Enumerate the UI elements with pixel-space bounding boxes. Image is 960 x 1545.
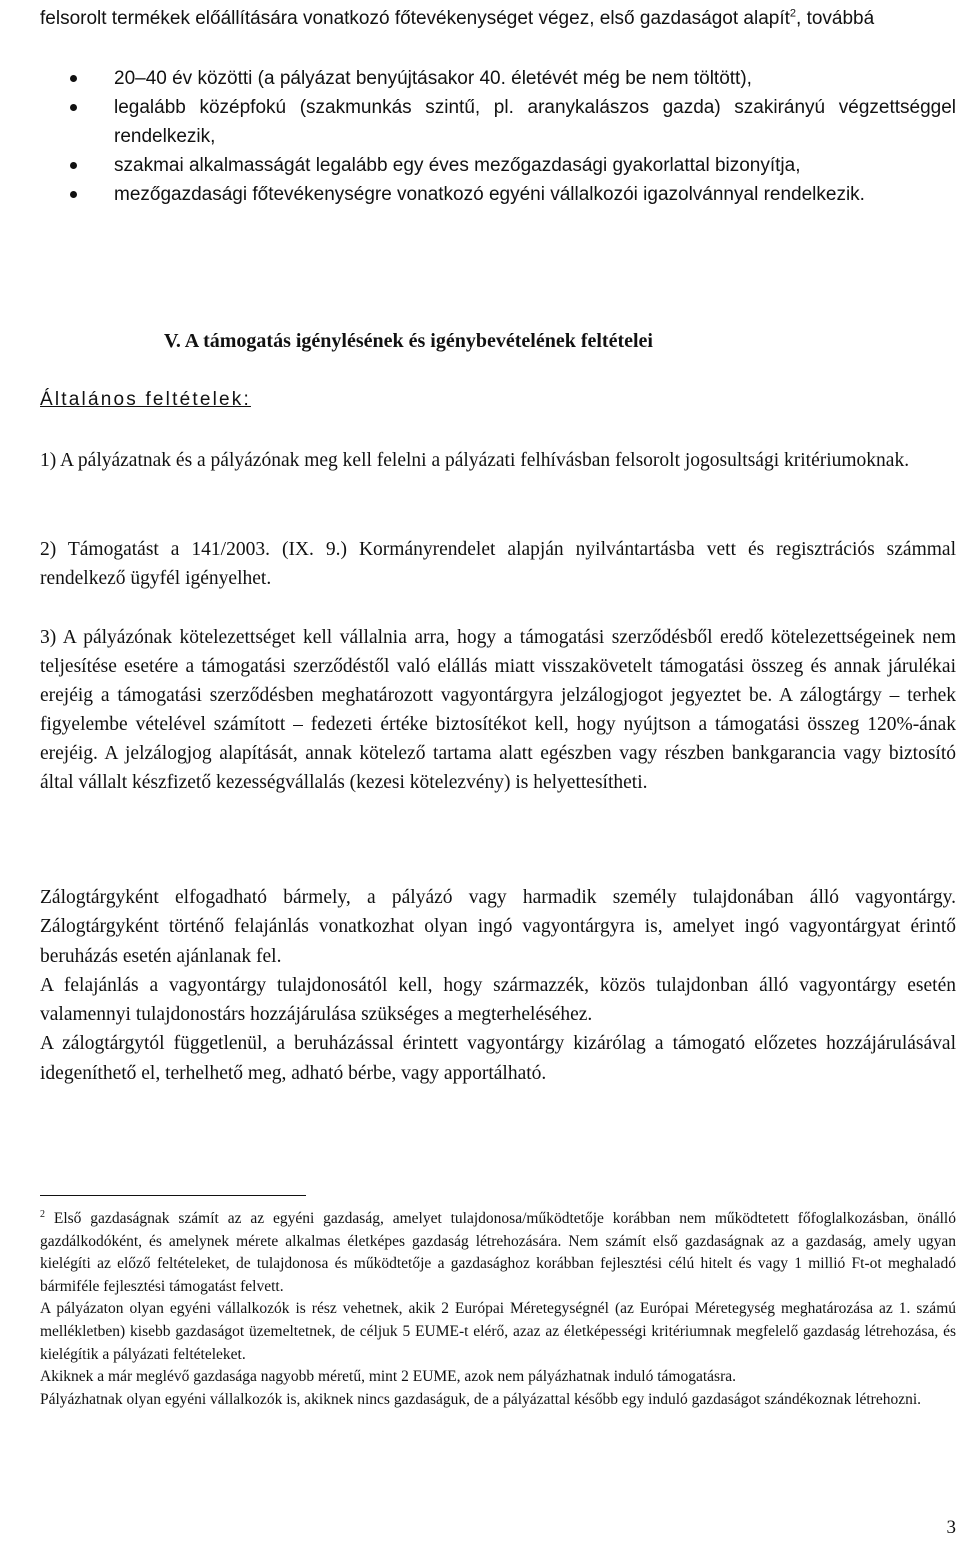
bullet-dot-icon (70, 151, 77, 169)
bullet-dot-icon (70, 93, 77, 111)
collateral-paragraph: A felajánlás a vagyontárgy tulajdonosától kell, hogy származzék, közös tulajdonban álló vagyontárgy esetén valamennyi tulajdonostárs hozzájárulása szükséges a megterheléséhez. (40, 974, 956, 1026)
bullet-item (114, 151, 956, 180)
footnote-paragraph: Pályázhatnak olyan egyéni vállalkozók is, akiknek nincs gazdaságuk, de a pályázattal később egy induló gazdaságot szándékoznak létrehozni. (40, 1390, 922, 1408)
footnote-paragraph: Akiknek a már meglévő gazdasága nagyobb méretű, mint 2 EUME, azok nem pályázhatnak induló támogatásra. (40, 1368, 736, 1386)
bullet-item (114, 64, 956, 93)
bullet-item (114, 180, 956, 209)
page-number: 3 (946, 1517, 956, 1538)
footnote-paragraph: A pályázaton olyan egyéni vállalkozók is rész vehetnek, akik 2 Európai Méretegységnél (az Európai Méretegység meghatározása az 1. számú mellékletben) kisebb gazdaságot üzemeltetnek, de céljuk 5 EUME-t elérő, azaz az életképességi kritériumnak megfelelő gazdaság létrehozása, és kielégítik a pályázati feltételeket. (40, 1300, 956, 1363)
footnote (40, 1208, 956, 1411)
bullet-item (114, 93, 956, 151)
bullet-text: 20–40 év közötti (a pályázat benyújtásakor 40. életévét még be nem töltött), (114, 68, 752, 89)
intro-tail: , továbbá (796, 8, 875, 29)
collateral-paragraph: A zálogtárgytól függetlenül, a beruházással érintett vagyontárgy kizárólag a támogató előzetes hozzájárulásával idegeníthető el, terhelhető meg, adható bérbe, vagy apportálható. (40, 1033, 956, 1084)
footnote-text: Első gazdaságnak számít az az egyéni gazdaság, amelyet tulajdonosa/működtetője korábban nem működtetett főfoglalkozásban, önálló gazdálkodóként, és amelynek mérete alkalmas életképes gazdaság létrehozására. Nem számít első gazdaságnak az a gazdaság, amely ugyan kielégíti az előző feltételeket, de tulajdonosa és működtetője a gazdasághoz korábban fejlesztési célú hitelt és vagy 1 millió Ft-ot meghaladó bármiféle fejlesztési támogatást felvett. (40, 1210, 956, 1295)
footnote-marker: 2 (40, 1208, 45, 1220)
bullet-dot-icon (70, 180, 77, 198)
collateral-paragraph: Zálogtárgyként elfogadható bármely, a pályázó vagy harmadik személy tulajdonában álló vagyontárgy. Zálogtárgyként történő felajánlás vonatkozhat olyan ingó vagyontárgyra is, amelyet ingó vagyontárgyat érintő beruházás esetén ajánlanak fel. (40, 887, 956, 967)
footnote-divider (40, 1195, 306, 1196)
condition-item-1: 1) A pályázatnak és a pályázónak meg kell felelni a pályázati felhívásban felsorolt jogosultsági kritériumoknak. (40, 450, 910, 471)
collateral-section (40, 883, 956, 1088)
bullet-list (114, 64, 956, 209)
bullet-text: szakmai alkalmasságát legalább egy éves mezőgazdasági gyakorlattal bizonyítja, (114, 155, 801, 176)
bullet-text: mezőgazdasági főtevékenységre vonatkozó egyéni vállalkozói igazolvánnyal rendelkezik. (114, 184, 865, 205)
section-heading: V. A támogatás igénylésének és igénybevételének feltételei (164, 330, 653, 352)
general-conditions-label: Általános feltételek: (40, 389, 251, 410)
footnote-paragraph (40, 1208, 956, 1298)
intro-paragraph (40, 4, 956, 34)
bullet-text: legalább középfokú (szakmunkás szintű, pl. aranykalászos gazda) szakirányú végzettséggel rendelkezik, (114, 97, 956, 147)
footnote-reference: 2 (789, 7, 797, 20)
bullet-dot-icon (70, 64, 77, 82)
condition-item-3: 3) A pályázónak kötelezettséget kell vállalnia arra, hogy a támogatási szerződésből eredő kötelezettségeinek nem teljesítése esetére a támogatási szerződéstől való elállás miatt visszakövetelt támogatási összeg és annak járulékai erejéig a támogatási szerződésben meghatározott vagyontárgyra jelzálogjogot jegyeztet be. A zálogtárgy – terhek figyelembe vételével számított – fedezeti értéke biztosítékot kell, hogy nyújtson a támogatási összeg 120%-ának erejéig. A jelzálogjog alapítását, annak kötelező tartama alatt egészben vagy részben bankgarancia vagy biztosító által vállalt készfizető kezességvállalás (kezesi kötelezvény) is helyettesítheti. (40, 627, 956, 793)
condition-item-2: 2) Támogatást a 141/2003. (IX. 9.) Kormányrendelet alapján nyilvántartásba vett és regisztrációs számmal rendelkező ügyfél igényelhet. (40, 539, 956, 589)
intro-text: felsorolt termékek előállítására vonatkozó főtevékenységet végez, első gazdaságot alapít (40, 8, 790, 29)
